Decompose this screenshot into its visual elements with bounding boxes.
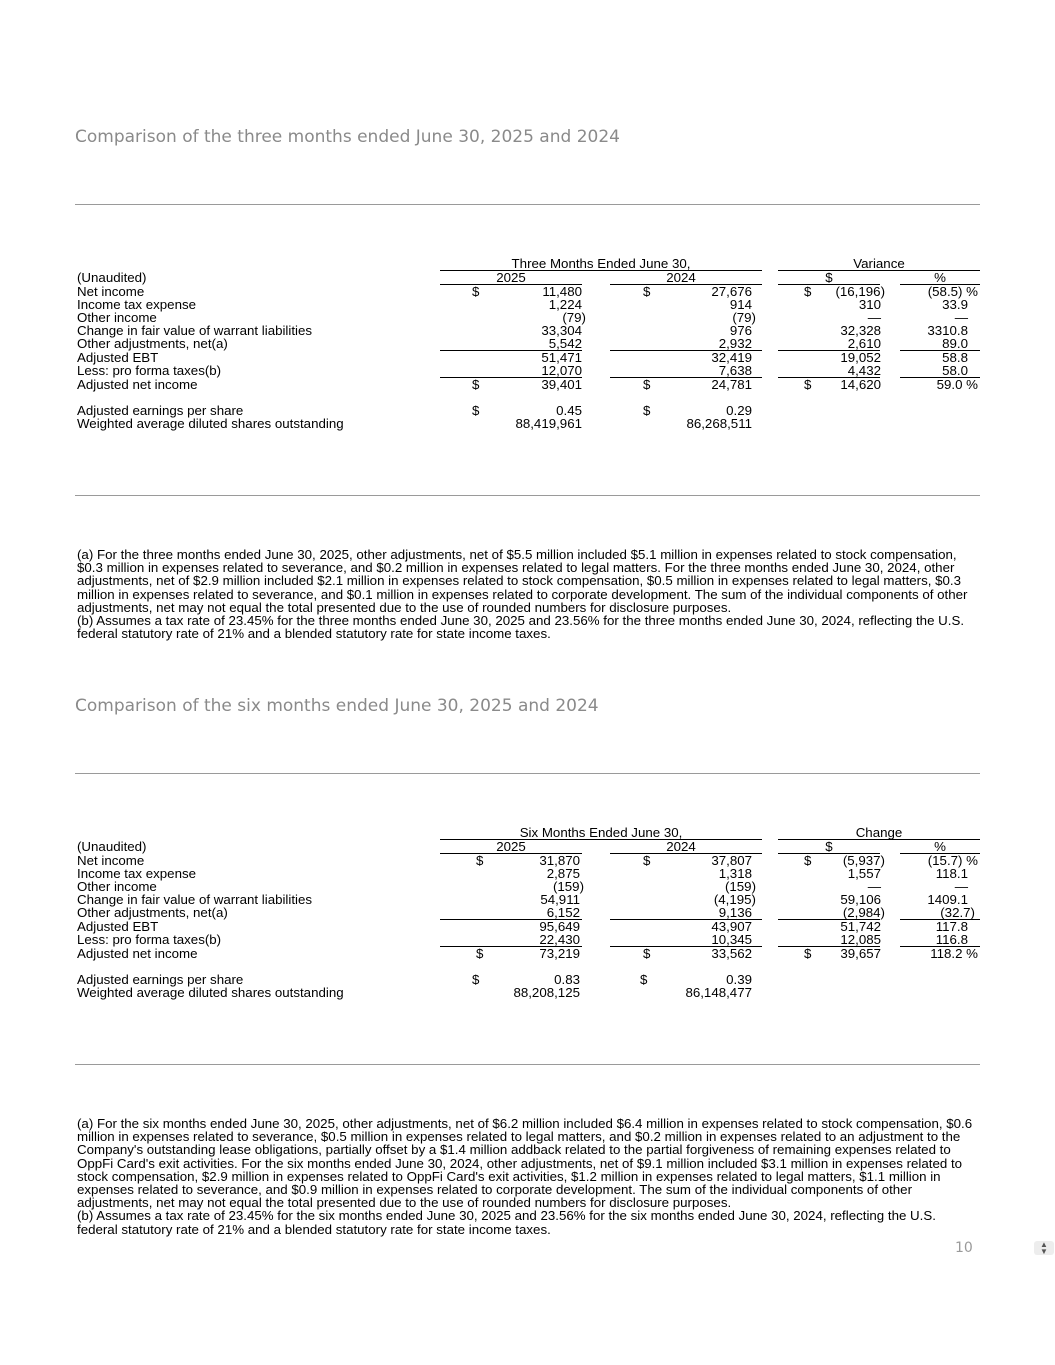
col-header-dollar: $ (825, 270, 833, 285)
value-2024: 7,638 (718, 363, 752, 378)
footnote-a: (a) For the six months ended June 30, 2025, other adjustments, net of $6.2 million included $6.4 million in expenses related to stock compensation, $0.6 million in expenses related to severance, $0.5 million in expenses related to legal matters, and $0.2 million in expenses related to an adjustment to the Company's outstanding lease obligations, partially offset by a $1.4 million addback related to the partial forgiveness of remaining expenses related to OppFi Card's exit activities. For the six months ended June 30, 2024, other adjustments, net of $9.1 million included $3.1 million in expenses related to stock compensation, $2.9 million in expenses related to OppFi Card's exit activities, $1.2 million in expenses related to legal matters, $1.1 million in expenses related to severance, and $0.9 million in expenses related to corporate development. The sum of the individual components of other adjustments, net may not equal the total presented due to the use of rounded numbers for disclosure purposes. (77, 1116, 973, 1211)
value-2025: 95,649 (539, 919, 580, 934)
row-label: Other income (77, 310, 157, 325)
value-2024: 37,807 (711, 853, 752, 868)
row-label: Other adjustments, net(a) (77, 905, 228, 920)
value-2025: 33,304 (541, 323, 582, 338)
value-2024: 914 (729, 297, 752, 312)
col-header-dollar: $ (825, 839, 833, 854)
currency-symbol: $ (643, 403, 651, 418)
row-label: Income tax expense (77, 297, 197, 312)
divider (75, 495, 980, 496)
row-label: Adjusted net income (77, 377, 198, 392)
currency-symbol: $ (643, 284, 651, 299)
col-header-2024: 2024 (666, 839, 696, 854)
row-label: Weighted average diluted shares outstanding (77, 416, 344, 431)
value-2025: 0.83 (554, 972, 580, 987)
variance-dollar: 14,620 (840, 377, 881, 392)
change-dollar: 1,557 (847, 866, 881, 881)
variance-pct: 33.9 (942, 297, 968, 312)
value-2024: 86,268,511 (686, 416, 752, 431)
variance-pct: — (954, 310, 968, 325)
variance-dollar: 2,610 (847, 336, 881, 351)
group-header: Six Months Ended June 30, (519, 825, 683, 840)
variance-dollar: — (867, 310, 881, 325)
value-2025: 31,870 (539, 853, 580, 868)
currency-symbol: $ (640, 972, 648, 987)
change-dollar: 59,106 (840, 892, 881, 907)
value-2024: 10,345 (711, 932, 752, 947)
currency-symbol: $ (476, 946, 484, 961)
divider (75, 204, 980, 205)
row-label: Adjusted EBT (77, 919, 159, 934)
value-2024: 32,419 (711, 350, 752, 365)
variance-pct: (58.5) % (927, 284, 978, 299)
value-2025: 1,224 (548, 297, 582, 312)
change-pct: 118.2 % (930, 946, 978, 961)
change-pct: 116.8 (935, 932, 968, 947)
change-pct: 1409.1 (927, 892, 968, 907)
value-2024: 33,562 (711, 946, 752, 961)
currency-symbol: $ (472, 377, 480, 392)
value-2024: 0.29 (726, 403, 752, 418)
footnotes-three-months (77, 548, 977, 640)
col-header-2024: 2024 (666, 270, 696, 285)
row-label: Net income (77, 284, 145, 299)
value-2025: 6,152 (546, 905, 580, 920)
group-header: Three Months Ended June 30, (511, 256, 691, 271)
variance-header: Variance (853, 256, 905, 271)
row-label: Adjusted earnings per share (77, 972, 244, 987)
value-2024: (159) (724, 879, 756, 894)
financial-table-three-months (0, 257, 1055, 437)
row-label: Weighted average diluted shares outstanding (77, 985, 344, 1000)
value-2024: 9,136 (718, 905, 752, 920)
value-2025: 11,480 (542, 284, 582, 299)
row-label: Net income (77, 853, 145, 868)
currency-symbol: $ (472, 284, 480, 299)
value-2025: 51,471 (541, 350, 582, 365)
change-dollar: — (867, 879, 881, 894)
value-2025: 0.45 (556, 403, 582, 418)
value-2025: (79) (562, 310, 586, 325)
col-header-2025: 2025 (496, 270, 526, 285)
value-2024: 2,932 (718, 336, 752, 351)
change-pct: — (954, 879, 968, 894)
col-header-pct: % (934, 270, 946, 285)
change-pct: (15.7) % (927, 853, 978, 868)
row-label: Adjusted EBT (77, 350, 159, 365)
value-2024: 43,907 (711, 919, 752, 934)
change-dollar: 51,742 (840, 919, 881, 934)
change-dollar: 12,085 (840, 932, 881, 947)
currency-symbol: $ (643, 377, 651, 392)
currency-symbol: $ (804, 284, 812, 299)
value-2025: 54,911 (540, 892, 580, 907)
variance-pct: 59.0 % (936, 377, 978, 392)
value-2025: 22,430 (539, 932, 580, 947)
page-number: 10 (955, 1240, 973, 1256)
unaudited-label: (Unaudited) (77, 270, 147, 285)
value-2024: 976 (729, 323, 752, 338)
footnote-b: (b) Assumes a tax rate of 23.45% for the six months ended June 30, 2025 and 23.56% for the six months ended June 30, 2024, reflecting the U.S. federal statutory rate of 21% and a blended statutory rate for state income taxes. (77, 1208, 936, 1237)
value-2024: (79) (732, 310, 756, 325)
variance-pct: 89.0 (942, 336, 968, 351)
section-title-three-months: Comparison of the three months ended June 30, 2025 and 2024 (75, 127, 620, 147)
change-pct: (32.7) (940, 905, 975, 920)
change-pct: 118.1 (935, 866, 968, 881)
section-title-six-months: Comparison of the six months ended June 30, 2025 and 2024 (75, 696, 599, 716)
subtotal-rule (900, 350, 980, 351)
change-header: Change (855, 825, 903, 840)
change-dollar: 39,657 (840, 946, 881, 961)
value-2025: 88,419,961 (515, 416, 582, 431)
value-2025: 39,401 (541, 377, 582, 392)
row-label: Other adjustments, net(a) (77, 336, 228, 351)
value-2025: 12,070 (541, 363, 582, 378)
change-dollar: (5,937) (842, 853, 885, 868)
currency-symbol: $ (472, 972, 480, 987)
row-label: Adjusted net income (77, 946, 198, 961)
scroll-arrows-icon[interactable]: ▲ ▼ (1034, 1241, 1054, 1255)
value-2024: 27,676 (711, 284, 752, 299)
currency-symbol: $ (804, 853, 812, 868)
variance-pct: 58.8 (942, 350, 968, 365)
value-2025: 73,219 (539, 946, 580, 961)
variance-dollar: (16,196) (835, 284, 885, 299)
variance-pct: 58.0 (942, 363, 968, 378)
change-pct: 117.8 (935, 919, 968, 934)
value-2024: 86,148,477 (685, 985, 752, 1000)
variance-dollar: 32,328 (840, 323, 881, 338)
value-2024: 24,781 (711, 377, 752, 392)
value-2024: 1,318 (718, 866, 752, 881)
currency-symbol: $ (476, 853, 484, 868)
currency-symbol: $ (472, 403, 480, 418)
value-2025: 88,208,125 (513, 985, 580, 1000)
financial-table-six-months (0, 826, 1055, 1006)
value-2025: 5,542 (548, 336, 582, 351)
col-header-2025: 2025 (496, 839, 526, 854)
divider (75, 773, 980, 774)
value-2025: (159) (552, 879, 584, 894)
footnotes-six-months (77, 1117, 977, 1236)
footnote-a: (a) For the three months ended June 30, 2025, other adjustments, net of $5.5 million included $5.1 million in expenses related to stock compensation, $0.3 million in expenses related to severance, and $0.2 million in expenses related to legal matters. For the three months ended June 30, 2024, other adjustments, net of $2.9 million included $2.1 million in expenses related to stock compensation, $0.5 million in expenses related to legal matters, $0.3 million in expenses related to severance, and $0.1 million in expenses related to corporate development. The sum of the individual components of other adjustments, net may not equal the total presented due to the use of rounded numbers for disclosure purposes. (77, 547, 968, 615)
divider (75, 1064, 980, 1065)
change-dollar: (2,984) (842, 905, 885, 920)
value-2024: 0.39 (726, 972, 752, 987)
row-label: Adjusted earnings per share (77, 403, 244, 418)
row-label: Change in fair value of warrant liabilities (77, 323, 313, 338)
row-label: Income tax expense (77, 866, 197, 881)
currency-symbol: $ (643, 946, 651, 961)
row-label: Less: pro forma taxes(b) (77, 363, 222, 378)
value-2024: (4,195) (713, 892, 756, 907)
footnote-b: (b) Assumes a tax rate of 23.45% for the three months ended June 30, 2025 and 23.56% for the three months ended June 30, 2024, reflecting the U.S. federal statutory rate of 21% and a blended statutory rate for state income taxes. (77, 613, 965, 642)
variance-dollar: 19,052 (840, 350, 881, 365)
row-label: Other income (77, 879, 157, 894)
variance-dollar: 4,432 (847, 363, 881, 378)
variance-pct: 3310.8 (927, 323, 968, 338)
col-header-pct: % (934, 839, 946, 854)
currency-symbol: $ (804, 946, 812, 961)
currency-symbol: $ (643, 853, 651, 868)
value-2025: 2,875 (546, 866, 580, 881)
row-label: Less: pro forma taxes(b) (77, 932, 222, 947)
row-label: Change in fair value of warrant liabilities (77, 892, 313, 907)
currency-symbol: $ (804, 377, 812, 392)
variance-dollar: 310 (858, 297, 881, 312)
unaudited-label: (Unaudited) (77, 839, 147, 854)
